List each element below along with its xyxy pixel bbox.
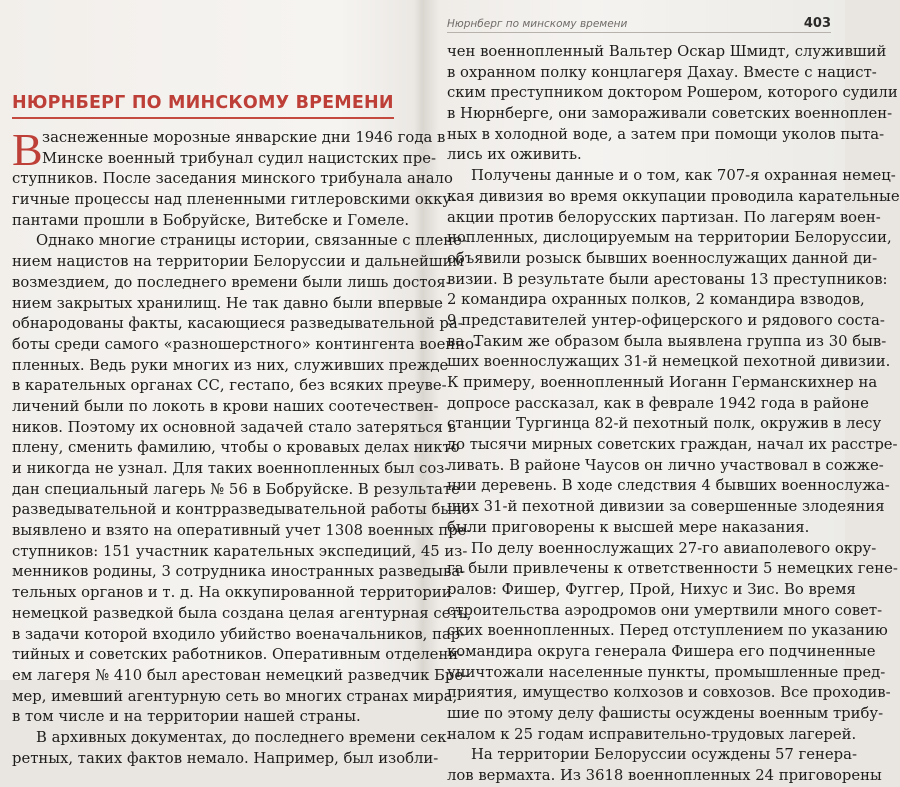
text-line: строительства аэродромов они умертвили много совет- [447, 601, 883, 619]
text-line: акции против белорусских партизан. По лагерям воен- [447, 208, 881, 226]
text-line: в карательных органах СС, гестапо, без всяких преуве- [12, 377, 447, 395]
page-number: 403 [803, 16, 831, 31]
text-line: шие по этому делу фашисты осуждены военным трибу- [447, 705, 884, 722]
text-line: ников. Поэтому их основной задачей стало затеряться в [12, 418, 457, 436]
text-line: заснеженные морозные январские дни 1946 года в [42, 129, 446, 146]
running-title: Нюрнберг по минскому времени [447, 18, 628, 30]
text-line: га были привлечены к ответственности 5 немецких гене- [447, 560, 898, 578]
text-line: визии. В результате были арестованы 13 преступников: [447, 270, 888, 288]
text-line: чен военнопленный Вальтер Оскар Шмидт, служивший [447, 43, 887, 60]
text-line: мер, имевший агентурную сеть во многих странах мира, [12, 687, 458, 705]
text-line: разведывательной и контрразведывательной работы было [12, 501, 471, 519]
text-line: По делу военнослужащих 27-го авиаполевого окру- [471, 539, 877, 557]
text-line: допросе рассказал, как в феврале 1942 года в районе [447, 394, 869, 412]
text-line: обнародованы факты, касающиеся разведывательной ра- [12, 315, 463, 333]
text-line: ем лагеря № 410 был арестован немецкий разведчик Бре- [12, 666, 469, 684]
text-line: уничтожали населенные пункты, промышленные пред- [447, 663, 886, 681]
text-line: в том числе и на территории нашей страны. [12, 708, 361, 726]
text-line: Однако многие страницы истории, связанные с плене- [36, 232, 467, 250]
text-line: менников родины, 3 сотрудника иностранных разведыва- [12, 563, 466, 581]
text-line: в охранном полку концлагеря Дахау. Вместе с нацист- [447, 63, 877, 81]
title-underline [12, 117, 394, 119]
drop-cap: В [12, 124, 43, 175]
text-line: возмездием, до последнего времени были лишь достоя- [12, 273, 451, 291]
text-line: пленных. Ведь руки многих из них, служивших прежде [12, 356, 449, 374]
right-page [425, 0, 900, 785]
text-line: тийных и советских работников. Оперативным отделени- [12, 646, 464, 664]
text-line: ступников: 151 участник карательных экспедиций, 45 из- [12, 542, 468, 560]
right-page-text [447, 42, 900, 787]
text-line: нием закрытых хранилищ. Не так давно были впервые [12, 294, 443, 312]
chapter-title: НЮРНБЕРГ ПО МИНСКОМУ ВРЕМЕНИ [12, 93, 394, 113]
text-line: выявлено и взято на оперативный учет 1308 военных пре- [12, 522, 472, 540]
text-line: командира округа генерала Фишера его подчиненные [447, 642, 876, 660]
text-line: нием нацистов на территории Белоруссии и дальнейшим [12, 253, 464, 271]
text-line: ретных, таких фактов немало. Например, был изобли- [12, 749, 439, 767]
text-line: ливать. В районе Чаусов он лично участвовал в сожже- [447, 456, 884, 474]
text-line: К примеру, военнопленный Иоганн Германскихнер на [447, 374, 878, 391]
text-line: щих 31-й пехотной дивизии за совершенные злодеяния [447, 498, 885, 516]
running-header [447, 12, 831, 33]
text-line: нии деревень. В ходе следствия 4 бывших военнослужа- [447, 477, 890, 495]
text-line: 2 командира охранных полков, 2 командира взводов, [447, 291, 865, 309]
text-line: лись их оживить. [447, 146, 582, 164]
text-line: были приговорены к высшей мере наказания. [447, 518, 810, 536]
text-line: до тысячи мирных советских граждан, начал их расстре- [447, 436, 898, 454]
text-line: ших военнослужащих 31-й немецкой пехотной дивизии. [447, 353, 891, 371]
text-line: станции Тургинца 82-й пехотный полк, окружив в лесу [447, 415, 882, 433]
text-line: гичные процессы над плененными гитлеровскими окку- [12, 191, 457, 209]
text-line: тельных органов и т. д. На оккупированной территории [12, 584, 452, 602]
text-line: плену, сменить фамилию, чтобы о кровавых делах никто [12, 439, 460, 457]
text-line: ским преступником доктором Рошером, которого судили [447, 84, 898, 102]
text-line: немецкой разведкой была создана целая агентурная сеть, [12, 604, 472, 622]
text-line: 9 представителей унтер-офицерского и рядового соста- [447, 311, 885, 329]
text-line: ралов: Фишер, Фуггер, Прой, Нихус и Зис. Во время [447, 580, 856, 598]
text-line: в Нюрнберге, они замораживали советских военноплен- [447, 105, 893, 123]
text-line: кая дивизия во время оккупации проводила карательные [447, 187, 900, 205]
text-line: дан специальный лагерь № 56 в Бобруйске. В результате [12, 480, 460, 498]
text-line: в задачи которой входило убийство военачальников, пар- [12, 625, 466, 643]
left-page-text [12, 124, 480, 769]
text-line: пантами прошли в Бобруйске, Витебске и Гомеле. [12, 211, 410, 229]
text-line: В архивных документах, до последнего времени сек- [36, 728, 452, 746]
text-line: ских военнопленных. Перед отступлением по указанию [447, 622, 888, 640]
text-line: личений были по локоть в крови наших соотечествен- [12, 397, 439, 415]
text-line: ва. Таким же образом была выявлена группа из 30 быв- [447, 332, 887, 350]
text-line: и никогда не узнал. Для таких военнопленных был соз- [12, 460, 450, 477]
text-line: объявили розыск бывших военнослужащих данной ди- [447, 249, 878, 267]
right-page-lines [447, 42, 900, 787]
text-line: приятия, имущество колхозов и совхозов. Все проходив- [447, 684, 891, 702]
text-line: нопленных, дислоцируемым на территории Белоруссии, [447, 229, 892, 247]
text-line: налом к 25 годам исправительно-трудовых лагерей. [447, 725, 857, 743]
text-line: Получены данные и о том, как 707-я охранная немец- [471, 167, 896, 185]
text-line: лов вермахта. Из 3618 военнопленных 24 приговорены [447, 767, 882, 785]
text-line: ных в холодной воде, а затем при помощи уколов пыта- [447, 125, 885, 143]
text-line: боты среди самого «разношерстного» контингента военно- [12, 335, 480, 353]
text-line: На территории Белоруссии осуждены 57 генера- [471, 746, 857, 764]
left-page-lines [12, 124, 480, 769]
text-line: Минске военный трибунал судил нацистских пре- [42, 149, 436, 167]
text-line: ступников. После заседания минского трибунала анало [12, 170, 453, 188]
